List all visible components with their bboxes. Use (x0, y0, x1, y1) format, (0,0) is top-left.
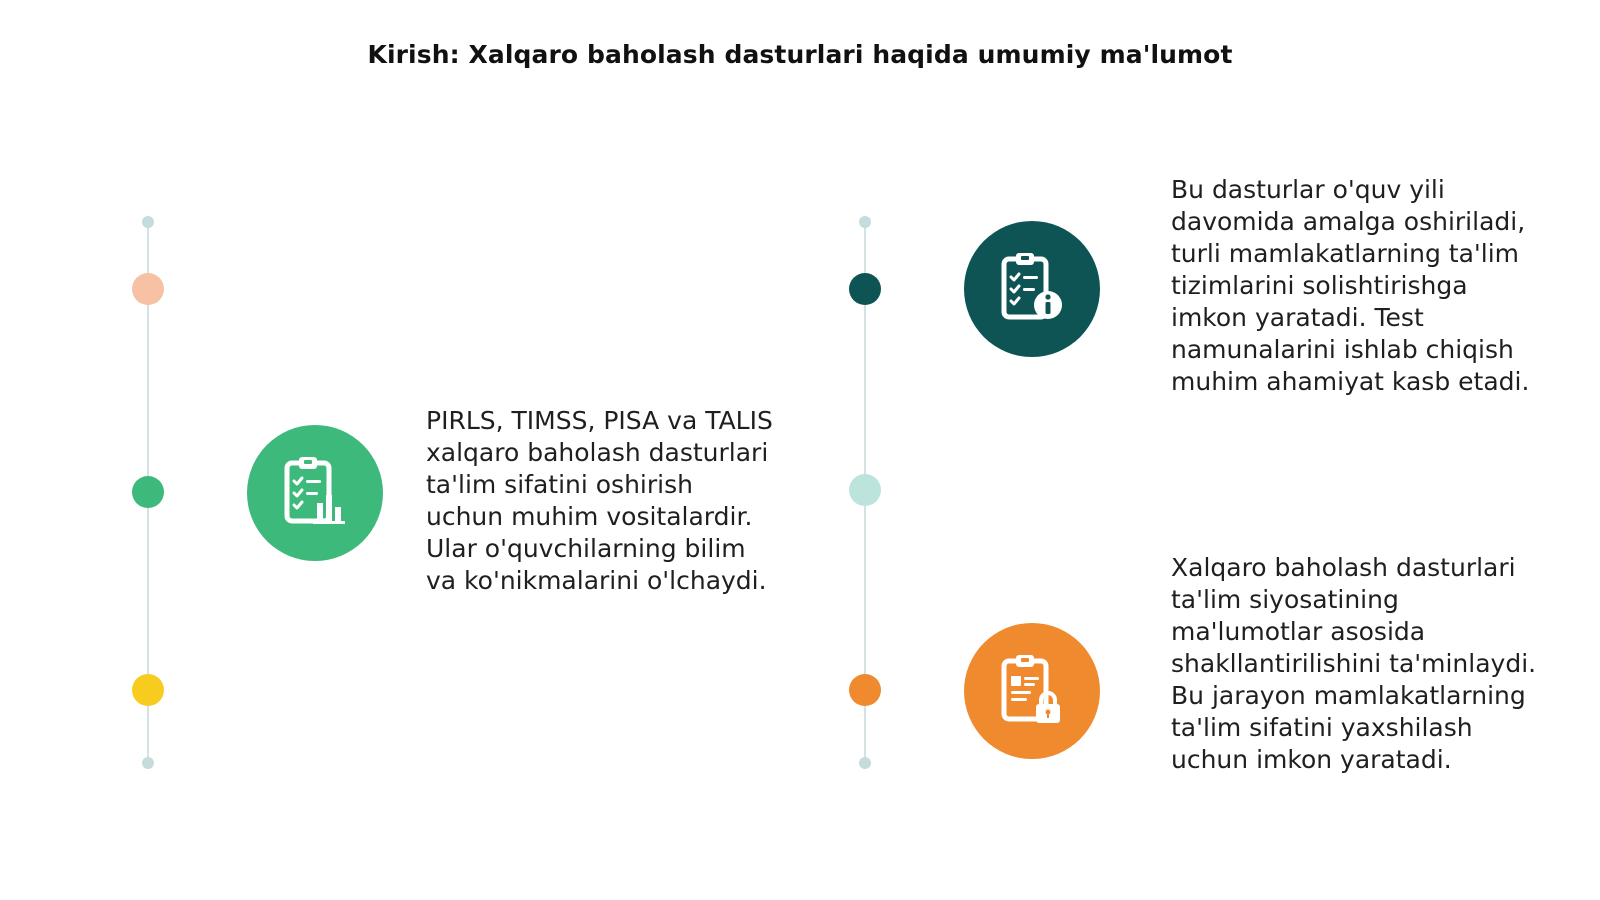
left-timeline (128, 0, 168, 900)
right-timeline (845, 0, 885, 900)
clipboard-chart-icon (273, 451, 357, 535)
item-text-2: Bu dasturlar o'quv yili davomida amalga oshiriladi, turli mamlakatlarning ta'lim tizimlarini solishtirishga imkon yaratadi. Test namunalarini ishlab chiqish muhim ahamiyat kasb etadi. (1171, 175, 1530, 396)
timeline-node-yellow (132, 674, 164, 706)
item-icon-circle-green (247, 425, 383, 561)
timeline-start-dot (859, 216, 871, 228)
timeline-node-dark-teal (849, 273, 881, 305)
item-text-3: Xalqaro baholash dasturlari ta'lim siyosatining ma'lumotlar asosida shakllantirilishini ta'minlaydi. Bu jarayon mamlakatlarning ta'lim sifatini yaxshilash uchun imkon yaratadi. (1171, 553, 1537, 774)
timeline-end-dot (859, 757, 871, 769)
clipboard-lock-icon (990, 649, 1074, 733)
timeline-node-orange (849, 674, 881, 706)
item-text-1: PIRLS, TIMSS, PISA va TALIS xalqaro baholash dasturlari ta'lim sifatini oshirish uchun muhim vositalardir. Ular o'quvchilarning bilim va ko'nikmalarini o'lchaydi. (426, 406, 773, 595)
timeline-node-mint (849, 474, 881, 506)
timeline-end-dot (142, 757, 154, 769)
item-icon-circle-dark-teal (964, 221, 1100, 357)
page-title: Kirish: Xalqaro baholash dasturlari haqida umumiy ma'lumot (367, 40, 1233, 69)
timeline-start-dot (142, 216, 154, 228)
clipboard-info-icon (990, 247, 1074, 331)
item-icon-circle-orange (964, 623, 1100, 759)
timeline-node-peach (132, 273, 164, 305)
timeline-node-green (132, 476, 164, 508)
